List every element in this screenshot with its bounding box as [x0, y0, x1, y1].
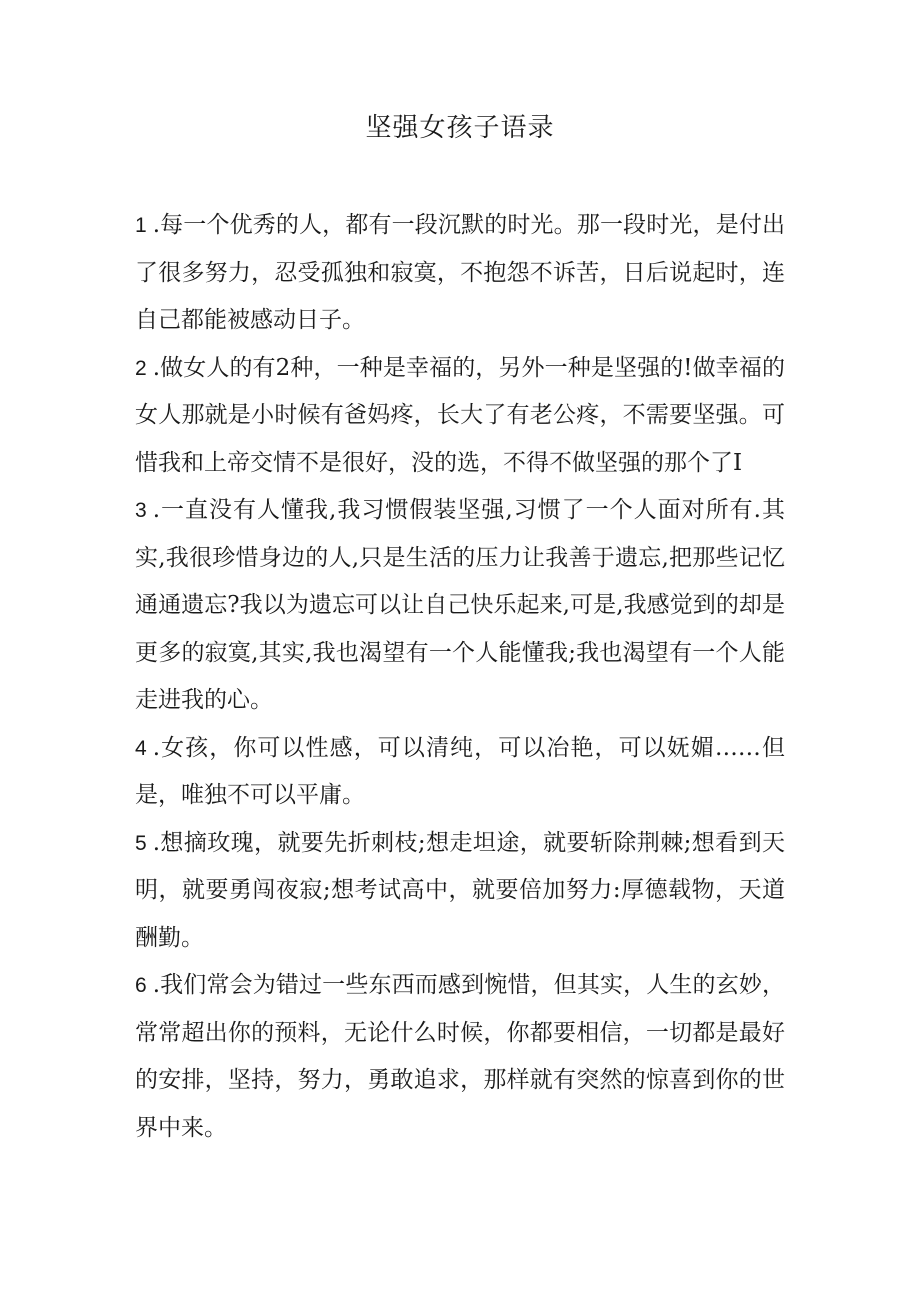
quote-number: 4 — [135, 736, 147, 760]
quote-text: .每一个优秀的人，都有一段沉默的时光。那一段时光，是付出了很多努力，忍受孤独和寂寞，不抱怨不诉苦，日后说起时，连自己都能被感动日子。 — [135, 212, 785, 333]
quote-text: .我们常会为错过一些东西而感到惋惜，但其实，人生的玄妙，常常超出你的预料，无论什么时候，你都要相信，一切都是最好的安排，坚持，努力，勇敢追求，那样就有突然的惊喜到你的世界中来。 — [135, 972, 785, 1141]
quote-text: .女孩，你可以性感，可以清纯，可以冶艳，可以妩媚……但是，唯独不可以平庸。 — [135, 734, 785, 808]
quote-text: .一直没有人懂我,我习惯假装坚强,习惯了一个人面对所有.其实,我很珍惜身边的人,只是生活的压力让我善于遗忘,把那些记忆通通遗忘?我以为遗忘可以让自己快乐起来,可是,我感觉到的却是更多的寂寞,其实,我也渴望有一个人能懂我;我也渴望有一个人能走进我的心。 — [135, 497, 785, 713]
quote-item-3 — [135, 487, 785, 725]
quote-number: 1 — [135, 214, 147, 237]
quote-item-5 — [135, 820, 785, 963]
quote-item-6 — [135, 962, 785, 1152]
quote-number: 5 — [135, 831, 147, 855]
quote-item-4 — [135, 725, 785, 820]
quote-text: .做女人的有2种，一种是幸福的，另外一种是坚强的!做幸福的女人那就是小时候有爸妈疼，长大了有老公疼，不需要坚强。可惜我和上帝交情不是很好，没的选，不得不做坚强的那个了I — [135, 354, 785, 476]
quote-number: 3 — [135, 499, 147, 522]
quote-item-2 — [135, 345, 785, 488]
quote-number: 2 — [135, 356, 147, 380]
quote-text: .想摘玫瑰，就要先折刺枝;想走坦途，就要斩除荆棘;想看到天明，就要勇闯夜寂;想考试高中，就要倍加努力:厚德载物，天道酬勤。 — [135, 829, 785, 951]
quote-item-1 — [135, 202, 785, 345]
document-body — [135, 202, 785, 1152]
document-title: 坚强女孩子语录 — [365, 113, 555, 143]
quote-number: 6 — [135, 974, 147, 997]
